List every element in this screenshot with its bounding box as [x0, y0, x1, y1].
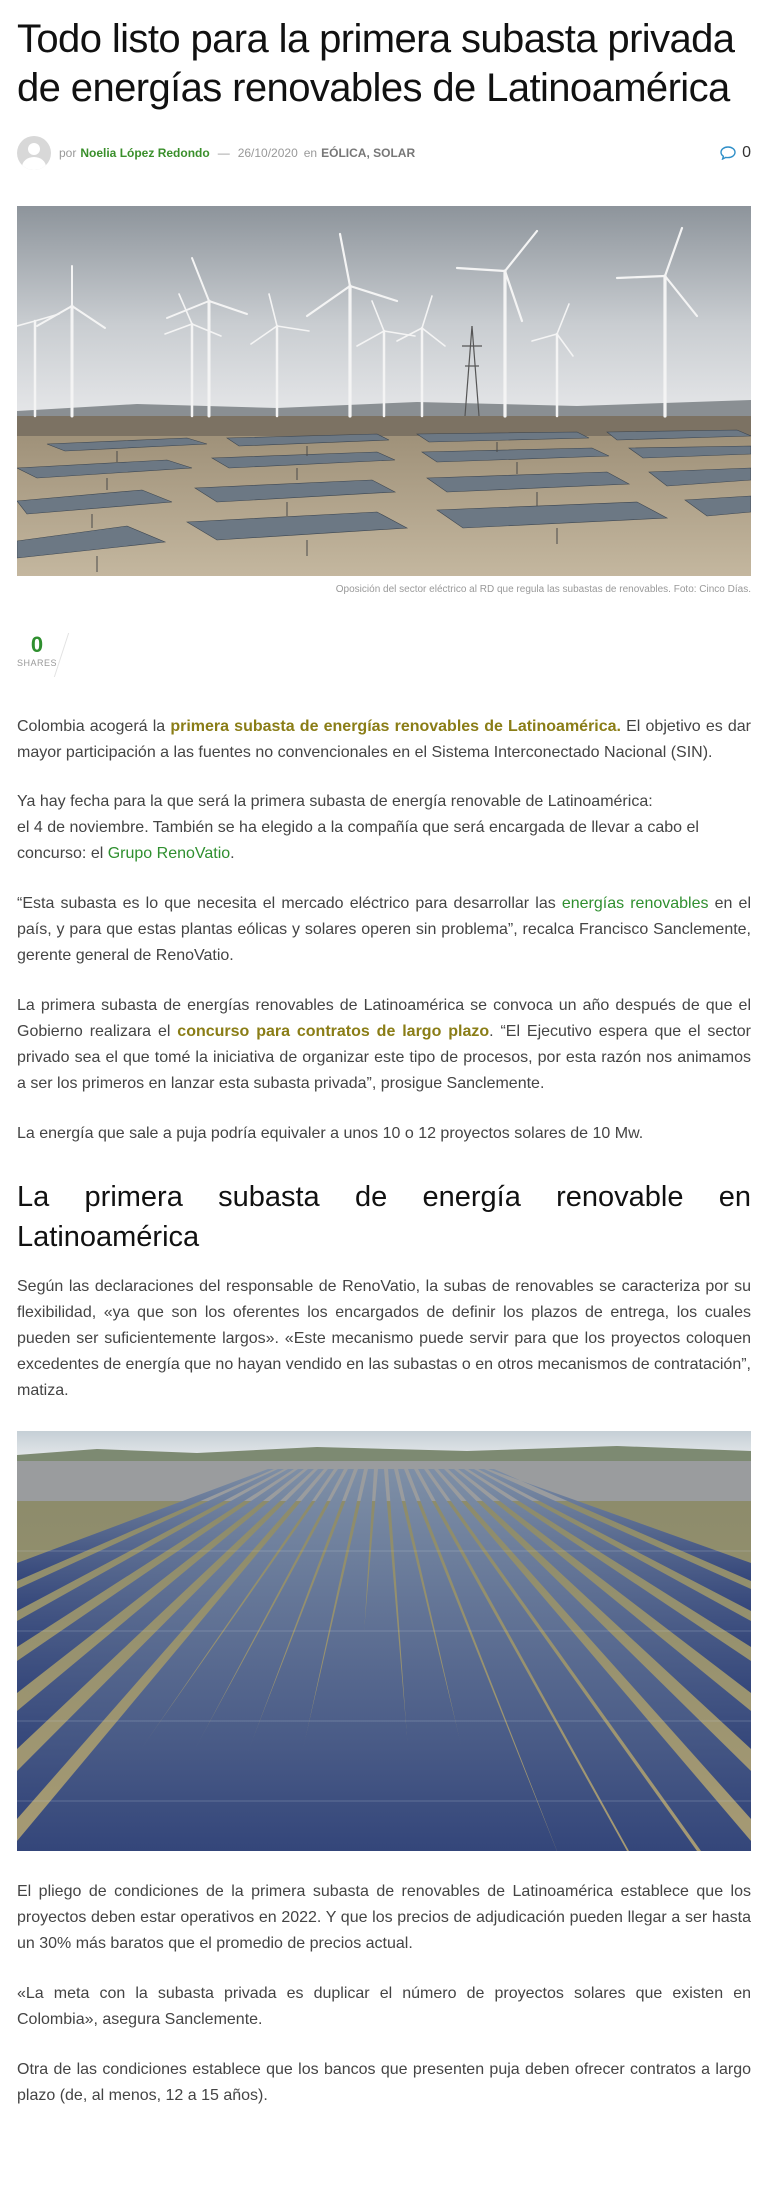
- author-link[interactable]: Noelia López Redondo: [80, 146, 210, 160]
- p1-text-before: Colombia acogerá la: [17, 718, 171, 735]
- user-avatar-icon[interactable]: [17, 136, 51, 170]
- solar-farm-illustration: [17, 1431, 751, 1851]
- wind-farm-illustration: [17, 206, 751, 576]
- hero-caption: Oposición del sector eléctrico al RD que regula las subastas de renovables. Foto: Cinco Días.: [335, 584, 751, 595]
- p4-text-before: La primera subasta de energías renovables de Latinoamérica se convoca un año después de que el Gobierno realizara el: [17, 997, 751, 1040]
- paragraph-1: [17, 714, 751, 766]
- share-counter: [17, 633, 77, 681]
- paragraph-4: [17, 993, 751, 1097]
- paragraph-3: [17, 891, 751, 969]
- p3-text-before: “Esta subasta es lo que necesita el mercado eléctrico para desarrollar las: [17, 895, 562, 912]
- comment-count: 0: [742, 144, 751, 161]
- meta-in-label: en: [303, 146, 318, 160]
- link-energias-renovables[interactable]: energías renovables: [561, 895, 709, 912]
- meta-separator: —: [217, 146, 230, 160]
- p2-text-after: .: [230, 845, 235, 862]
- paragraph-7: El pliego de condiciones de la primera subasta de renovables de Latinoamérica establece que los proyectos deben estar operativos en 2022. Y que los precios de adjudicación pueden llegar a ser hasta un 30% más baratos que el promedio de precios actual.: [17, 1883, 751, 1952]
- comments-link[interactable]: [720, 144, 751, 162]
- share-count: 0: [30, 632, 44, 657]
- article-body: [17, 714, 751, 2109]
- solar-farm-image: [17, 1431, 751, 1851]
- p2-text-before: el 4 de noviembre. También se ha elegido a la compañía que será encargada de llevar a cabo el concurso: el: [17, 819, 699, 862]
- p2-line-1: Ya hay fecha para la que será la primera subasta de energía renovable de Latinoamérica:: [17, 793, 653, 810]
- meta-by-label: por: [59, 146, 77, 160]
- link-concurso-contratos[interactable]: concurso para contratos de largo plazo: [177, 1023, 490, 1040]
- category-links[interactable]: EÓLICA, SOLAR: [321, 146, 416, 160]
- share-label: SHARES: [17, 658, 58, 668]
- paragraph-2: [17, 789, 751, 867]
- hero-image-wind-solar: [17, 206, 751, 576]
- link-primera-subasta[interactable]: primera subasta de energías renovables de Latinoamérica.: [170, 718, 621, 735]
- paragraph-6: Según las declaraciones del responsable de RenoVatio, la subas de renovables se caracteriza por su flexibilidad, «ya que son los oferentes los encargados de definir los plazos de entrega, los cuales pueden ser suficientemente largos». «Este mecanismo puede servir para que los proyectos coloquen excedentes de energía que no hayan vendido en las subastas o en otros mecanismos de contratación”, matiza.: [17, 1278, 751, 1399]
- section-heading: La primera subasta de energía renovable en Latinoamérica: [17, 1181, 751, 1253]
- article-meta: [17, 133, 751, 173]
- p3-text-after: en el país, y para que estas plantas eólicas y solares operen sin problema”, recalca Francisco Sanclemente, gerente general de RenoVatio.: [17, 895, 752, 964]
- p1-text-after: El objetivo es dar mayor participación a las fuentes no convencionales en el Sistema Interconectado Nacional (SIN).: [17, 718, 751, 761]
- paragraph-5: La energía que sale a puja podría equivaler a unos 10 o 12 proyectos solares de 10 Mw.: [17, 1125, 644, 1142]
- publish-date: 26/10/2020: [237, 146, 298, 160]
- comment-bubble-icon: [720, 146, 736, 160]
- paragraph-8: «La meta con la subasta privada es duplicar el número de proyectos solares que existen en Colombia», asegura Sanclemente.: [17, 1985, 751, 2028]
- article-title: Todo listo para la primera subasta privada de energías renovables de Latinoamérica: [17, 17, 735, 110]
- paragraph-9: Otra de las condiciones establece que los bancos que presenten puja deben ofrecer contratos a largo plazo (de, al menos, 12 a 15 años).: [17, 2061, 751, 2104]
- p4-text-after: . “El Ejecutivo espera que el sector privado sea el que tomé la iniciativa de organizar este tipo de procesos, por esta razón nos animamos a ser los primeros en lanzar esta subasta privada”, prosigue Sanclemente.: [17, 1023, 752, 1092]
- link-grupo-renovatio[interactable]: Grupo RenoVatio: [107, 845, 231, 862]
